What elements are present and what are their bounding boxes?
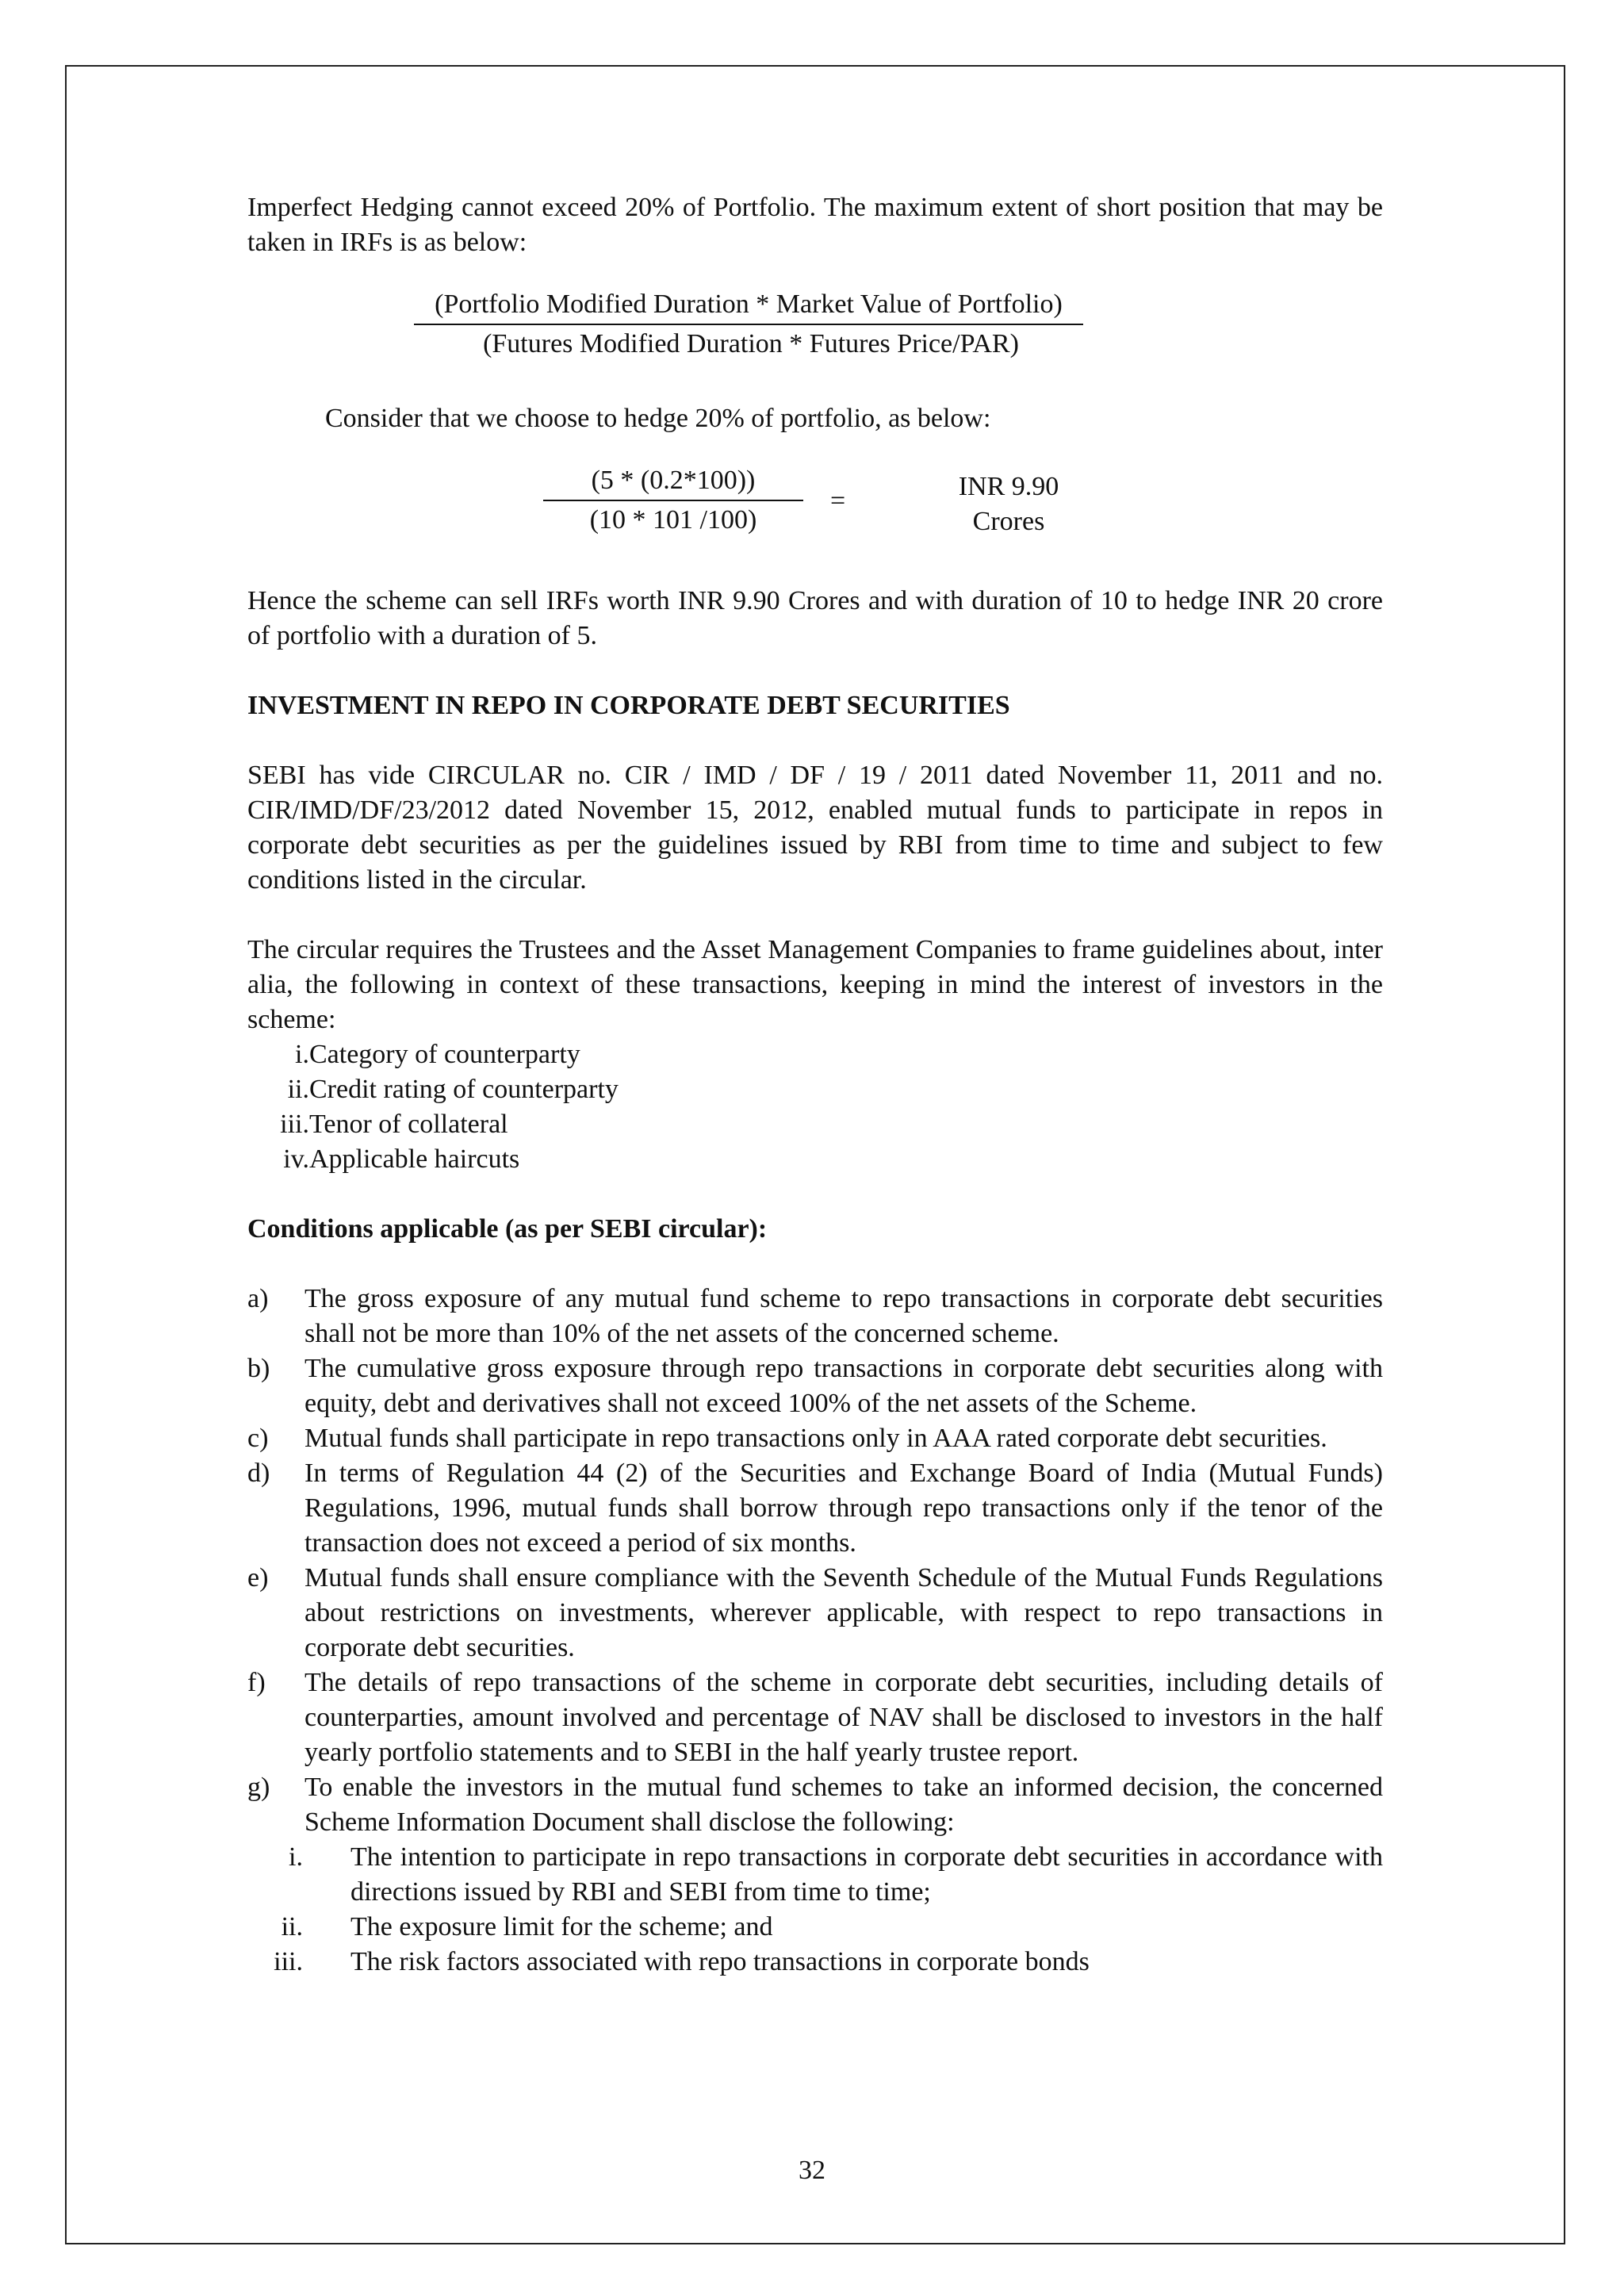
- condition-text: To enable the investors in the mutual fund schemes to take an informed decision, the concerned Scheme Information Document shall disclose the following:: [304, 1773, 1383, 1837]
- condition-text: The cumulative gross exposure through repo transactions in corporate debt securities along with equity, debt and derivatives shall not exceed 100% of the net assets of the Scheme.: [304, 1354, 1383, 1418]
- circular-paragraph: The circular requires the Trustees and the Asset Management Companies to frame guidelines about, inter alia, the following in context of these transactions, keeping in mind the interest of investors in the scheme:: [247, 935, 1383, 1034]
- list-item-number: ii.: [287, 1075, 309, 1104]
- disclosure-number: iii.: [274, 1947, 303, 1976]
- calc-equals: =: [830, 486, 846, 516]
- disclosure-item: [247, 1945, 1383, 1980]
- condition-label: d): [247, 1458, 270, 1488]
- condition-label: f): [247, 1668, 266, 1697]
- hedge-calculation: [247, 463, 1383, 549]
- condition-item: [247, 1421, 1383, 1456]
- condition-item: [247, 1665, 1383, 1770]
- sebi-paragraph: SEBI has vide CIRCULAR no. CIR / IMD / DF / 19 / 2011 dated November 11, 2011 and no. CIR/IMD/DF/23/2012 dated November 15, 2012, enabled mutual funds to participate in repos in corporate debt securities as per the guidelines issued by RBI from time to time and subject to few conditions listed in the circular.: [247, 761, 1383, 895]
- disclosure-number: ii.: [281, 1912, 303, 1941]
- list-item-number: i.: [295, 1040, 309, 1069]
- disclosure-text: The exposure limit for the scheme; and: [350, 1912, 773, 1941]
- hedge-formula: [247, 287, 1383, 366]
- calc-result-amount: INR 9.90: [958, 472, 1059, 501]
- condition-label: b): [247, 1354, 270, 1383]
- conditions-heading: Conditions applicable (as per SEBI circular):: [247, 1214, 768, 1244]
- disclosure-number: i.: [289, 1842, 303, 1872]
- disclosure-text: The risk factors associated with repo transactions in corporate bonds: [350, 1947, 1090, 1976]
- condition-item: [247, 1770, 1383, 1840]
- section-heading: INVESTMENT IN REPO IN CORPORATE DEBT SECURITIES: [247, 691, 1010, 720]
- guideline-list: [247, 1037, 1383, 1177]
- condition-text: The details of repo transactions of the scheme in corporate debt securities, including details of counterparties, amount involved and percentage of NAV shall be disclosed to investors in the half yearly portfolio statements and to SEBI in the half yearly trustee report.: [304, 1668, 1383, 1767]
- list-item-number: iii.: [280, 1110, 309, 1139]
- condition-item: [247, 1561, 1383, 1665]
- conditions-list: [247, 1282, 1383, 1980]
- formula-numerator: (Portfolio Modified Duration * Market Value of Portfolio): [414, 287, 1083, 325]
- list-item: [247, 1072, 1383, 1107]
- intro-paragraph: Imperfect Hedging cannot exceed 20% of Portfolio. The maximum extent of short position that may be taken in IRFs is as below:: [247, 193, 1383, 257]
- list-item-text: Credit rating of counterparty: [309, 1075, 619, 1104]
- calc-numerator: (5 * (0.2*100)): [543, 463, 803, 501]
- condition-label: e): [247, 1563, 269, 1593]
- disclosure-text: The intention to participate in repo transactions in corporate debt securities in accordance with directions issued by RBI and SEBI from time to time;: [350, 1842, 1383, 1907]
- consider-text: Consider that we choose to hedge 20% of portfolio, as below:: [325, 404, 991, 433]
- disclosure-item: [247, 1910, 1383, 1945]
- list-item-text: Applicable haircuts: [309, 1144, 520, 1174]
- condition-text: The gross exposure of any mutual fund scheme to repo transactions in corporate debt securities shall not be more than 10% of the net assets of the concerned scheme.: [304, 1284, 1383, 1348]
- list-item-number: iv.: [283, 1144, 309, 1174]
- condition-item: [247, 1282, 1383, 1351]
- condition-item: [247, 1351, 1383, 1421]
- list-item-text: Tenor of collateral: [309, 1110, 508, 1139]
- condition-text: Mutual funds shall ensure compliance with the Seventh Schedule of the Mutual Funds Regulations about restrictions on investments, wherever applicable, with respect to repo transactions in corporate debt securities.: [304, 1563, 1383, 1662]
- calc-result-unit: Crores: [972, 507, 1045, 536]
- hence-paragraph: Hence the scheme can sell IRFs worth INR 9.90 Crores and with duration of 10 to hedge INR 20 crore of portfolio with a duration of 5.: [247, 586, 1383, 650]
- list-item: [247, 1107, 1383, 1142]
- calc-denominator: (10 * 101 /100): [589, 505, 757, 535]
- condition-label: g): [247, 1773, 270, 1802]
- list-item: [247, 1037, 1383, 1072]
- list-item: [247, 1142, 1383, 1177]
- formula-denominator: (Futures Modified Duration * Futures Price/PAR): [483, 329, 1019, 358]
- page-number: 32: [799, 2156, 825, 2185]
- condition-label: c): [247, 1424, 269, 1453]
- page-content: [247, 190, 1383, 1980]
- condition-label: a): [247, 1284, 269, 1313]
- condition-item: [247, 1456, 1383, 1561]
- condition-text: In terms of Regulation 44 (2) of the Securities and Exchange Board of India (Mutual Funds) Regulations, 1996, mutual funds shall borrow through repo transactions only if the tenor of the transaction does not exceed a period of six months.: [304, 1458, 1383, 1558]
- list-item-text: Category of counterparty: [309, 1040, 580, 1069]
- condition-text: Mutual funds shall participate in repo transactions only in AAA rated corporate debt securities.: [304, 1424, 1327, 1453]
- disclosure-item: [247, 1840, 1383, 1910]
